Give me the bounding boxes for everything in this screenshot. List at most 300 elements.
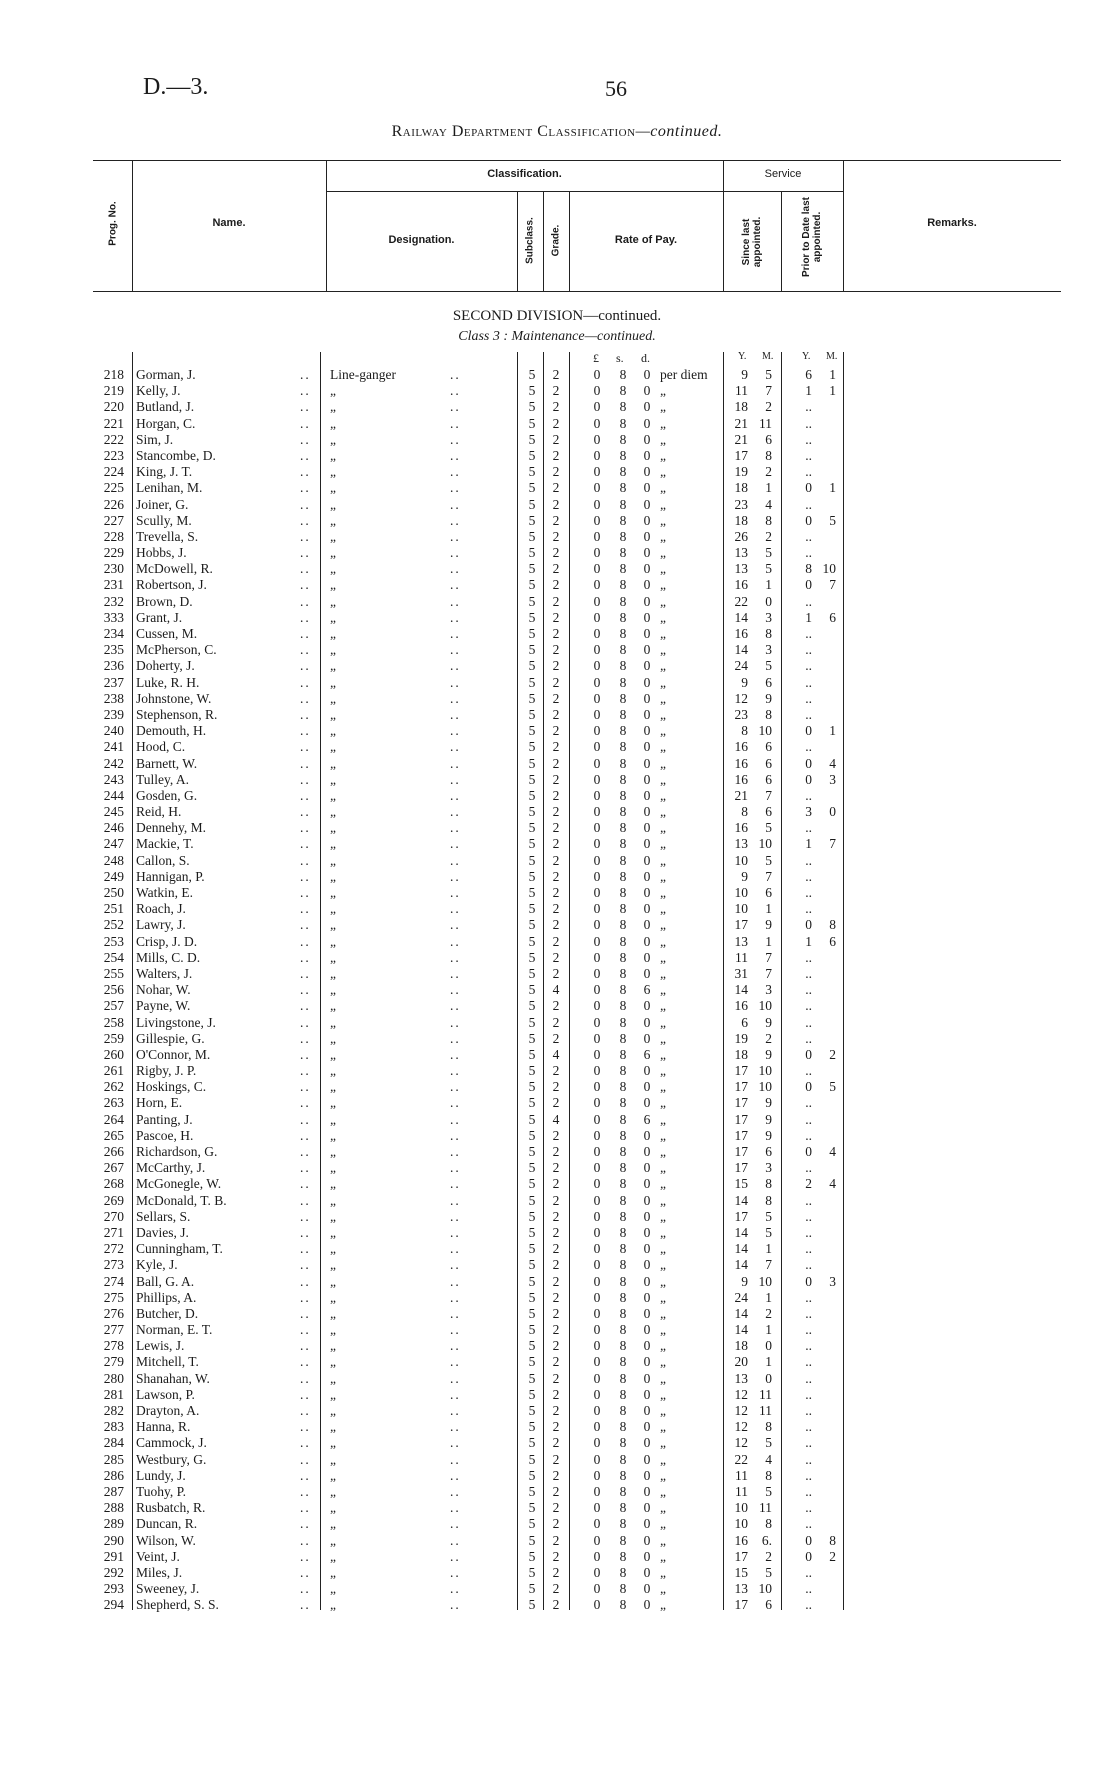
prog-no-cell: 225 bbox=[103, 480, 124, 496]
pay-period-cell: „ bbox=[660, 1063, 666, 1079]
subclass-cell: 5 bbox=[528, 868, 536, 884]
since-years-cell: 17 bbox=[734, 1160, 748, 1176]
prior-months-cell: 1 bbox=[829, 367, 836, 382]
subclass-cell: 5 bbox=[528, 1386, 536, 1402]
pay-pence-cell: 0 bbox=[643, 1014, 651, 1030]
pay-pounds-cell: 0 bbox=[593, 755, 601, 771]
prog-no-cell: 240 bbox=[103, 723, 124, 739]
table-row bbox=[0, 966, 1114, 982]
grade-cell: 2 bbox=[552, 1500, 560, 1516]
employee-name-cell: Lawson, P. bbox=[136, 1386, 195, 1402]
leader-dots: .. bbox=[450, 1127, 461, 1143]
header-bottom-rule bbox=[93, 291, 1061, 292]
pay-pounds-cell: 0 bbox=[593, 771, 601, 787]
leader-dots: .. bbox=[450, 1079, 461, 1095]
designation-cell: „ bbox=[330, 1063, 336, 1079]
since-years-cell: 13 bbox=[734, 1370, 748, 1386]
since-months-cell: 5 bbox=[765, 1208, 772, 1224]
leader-dots: .. bbox=[300, 383, 311, 399]
pay-shillings-cell: 8 bbox=[619, 820, 627, 836]
pay-pence-cell: 0 bbox=[643, 1483, 651, 1499]
prog-no-cell: 271 bbox=[103, 1224, 124, 1240]
employee-name-cell: Livingstone, J. bbox=[136, 1014, 216, 1030]
pay-pence-cell: 0 bbox=[643, 836, 651, 852]
pay-shillings-cell: 8 bbox=[619, 1144, 627, 1159]
employee-name-cell: Luke, R. H. bbox=[136, 674, 200, 690]
pay-shillings-cell: 8 bbox=[619, 1548, 627, 1564]
employee-name-cell: Drayton, A. bbox=[136, 1403, 200, 1418]
table-row bbox=[0, 1516, 1114, 1532]
prog-no-cell: 276 bbox=[103, 1305, 124, 1321]
employee-name-cell: Miles, J. bbox=[136, 1564, 183, 1580]
pay-period-cell: „ bbox=[660, 1581, 666, 1597]
pay-pence-cell: 0 bbox=[643, 852, 651, 868]
leader-dots: .. bbox=[300, 1289, 311, 1305]
designation-cell: „ bbox=[330, 399, 336, 415]
prog-no-cell: 223 bbox=[103, 447, 124, 463]
employee-name-cell: Hanna, R. bbox=[136, 1419, 191, 1435]
prior-months-cell: 10 bbox=[822, 561, 836, 577]
pay-shillings-cell: 8 bbox=[619, 545, 627, 561]
table-row bbox=[0, 545, 1114, 561]
table-row bbox=[0, 1581, 1114, 1597]
pay-pence-cell: 0 bbox=[643, 1581, 651, 1597]
grade-cell: 2 bbox=[552, 642, 560, 658]
since-years-cell: 12 bbox=[734, 690, 748, 706]
pay-pounds-cell: 0 bbox=[593, 367, 601, 382]
since-months-cell: 1 bbox=[765, 480, 772, 496]
since-years-cell: 22 bbox=[734, 1451, 748, 1467]
pay-shillings-cell: 8 bbox=[619, 949, 627, 965]
prior-years-cell: 0 bbox=[805, 771, 812, 787]
pay-shillings-cell: 8 bbox=[619, 901, 627, 917]
prior-years-cell: .. bbox=[805, 690, 812, 706]
leader-dots: .. bbox=[300, 1241, 311, 1257]
pay-period-cell: „ bbox=[660, 1451, 666, 1467]
pay-pence-cell: 6 bbox=[643, 1111, 651, 1127]
unit-months-since: M. bbox=[762, 351, 774, 362]
designation-cell: „ bbox=[330, 447, 336, 463]
since-years-cell: 12 bbox=[734, 1386, 748, 1402]
employee-name-cell: Horgan, C. bbox=[136, 415, 196, 431]
pay-period-cell: „ bbox=[660, 1273, 666, 1289]
leader-dots: .. bbox=[300, 642, 311, 658]
prior-months-cell: 7 bbox=[829, 577, 836, 593]
pay-period-cell: „ bbox=[660, 1160, 666, 1176]
prog-no-cell: 272 bbox=[103, 1241, 124, 1257]
leader-dots: .. bbox=[450, 642, 461, 658]
subclass-cell: 5 bbox=[528, 852, 536, 868]
subclass-cell: 5 bbox=[528, 431, 536, 447]
pay-shillings-cell: 8 bbox=[619, 1305, 627, 1321]
since-years-cell: 13 bbox=[734, 933, 748, 949]
leader-dots: .. bbox=[300, 998, 311, 1014]
since-years-cell: 14 bbox=[734, 1322, 748, 1338]
pay-period-cell: „ bbox=[660, 1144, 666, 1159]
prior-years-cell: 1 bbox=[805, 836, 812, 852]
prior-years-cell: .. bbox=[805, 1095, 812, 1111]
designation-cell: „ bbox=[330, 1192, 336, 1208]
leader-dots: .. bbox=[450, 1370, 461, 1386]
designation-cell: „ bbox=[330, 1257, 336, 1273]
subclass-cell: 5 bbox=[528, 1354, 536, 1370]
table-row bbox=[0, 1533, 1114, 1549]
table-row bbox=[0, 1354, 1114, 1370]
header-sub-rule bbox=[326, 191, 843, 192]
subclass-cell: 5 bbox=[528, 917, 536, 933]
designation-cell: „ bbox=[330, 1386, 336, 1402]
subclass-cell: 5 bbox=[528, 933, 536, 949]
leader-dots: .. bbox=[450, 917, 461, 933]
designation-cell: „ bbox=[330, 836, 336, 852]
subclass-cell: 5 bbox=[528, 1419, 536, 1435]
leader-dots: .. bbox=[450, 1208, 461, 1224]
leader-dots: .. bbox=[450, 415, 461, 431]
since-months-cell: 5 bbox=[765, 1224, 772, 1240]
leader-dots: .. bbox=[450, 1224, 461, 1240]
pay-period-cell: „ bbox=[660, 820, 666, 836]
since-months-cell: 5 bbox=[765, 852, 772, 868]
since-years-cell: 9 bbox=[741, 367, 748, 382]
designation-cell: Line-ganger bbox=[330, 367, 396, 382]
since-months-cell: 9 bbox=[765, 917, 772, 933]
pay-pence-cell: 0 bbox=[643, 399, 651, 415]
leader-dots: .. bbox=[450, 804, 461, 820]
grade-cell: 2 bbox=[552, 1030, 560, 1046]
unit-months-prior: M. bbox=[826, 351, 838, 362]
subclass-cell: 5 bbox=[528, 1079, 536, 1095]
designation-cell: „ bbox=[330, 577, 336, 593]
since-years-cell: 20 bbox=[734, 1354, 748, 1370]
pay-pounds-cell: 0 bbox=[593, 1597, 601, 1613]
prior-years-cell: .. bbox=[805, 1257, 812, 1273]
pay-period-cell: „ bbox=[660, 399, 666, 415]
employee-name-cell: Westbury, G. bbox=[136, 1451, 207, 1467]
prog-no-cell: 228 bbox=[103, 528, 124, 544]
since-months-cell: 11 bbox=[759, 415, 772, 431]
prior-years-cell: 8 bbox=[805, 561, 812, 577]
pay-shillings-cell: 8 bbox=[619, 1208, 627, 1224]
pay-period-cell: „ bbox=[660, 1483, 666, 1499]
pay-shillings-cell: 8 bbox=[619, 836, 627, 852]
designation-cell: „ bbox=[330, 480, 336, 496]
header-top-rule bbox=[93, 160, 1061, 161]
since-months-cell: 5 bbox=[765, 367, 772, 382]
pay-period-cell: „ bbox=[660, 528, 666, 544]
since-years-cell: 9 bbox=[741, 674, 748, 690]
employee-name-cell: Lewis, J. bbox=[136, 1338, 185, 1354]
pay-pence-cell: 0 bbox=[643, 965, 651, 981]
prior-years-cell: .. bbox=[805, 982, 812, 998]
table-row bbox=[0, 658, 1114, 674]
designation-cell: „ bbox=[330, 982, 336, 998]
subclass-cell: 5 bbox=[528, 626, 536, 641]
pay-pounds-cell: 0 bbox=[593, 383, 601, 399]
table-row bbox=[0, 1031, 1114, 1047]
table-row bbox=[0, 448, 1114, 464]
employee-name-cell: Horn, E. bbox=[136, 1095, 183, 1111]
since-years-cell: 12 bbox=[734, 1435, 748, 1451]
pay-shillings-cell: 8 bbox=[619, 1581, 627, 1597]
prior-months-cell: 1 bbox=[829, 723, 836, 739]
since-years-cell: 17 bbox=[734, 1063, 748, 1079]
leader-dots: .. bbox=[300, 1322, 311, 1338]
since-months-cell: 6. bbox=[761, 1532, 772, 1548]
designation-cell: „ bbox=[330, 1322, 336, 1338]
pay-shillings-cell: 8 bbox=[619, 593, 627, 609]
leader-dots: .. bbox=[450, 1483, 461, 1499]
prior-years-cell: .. bbox=[805, 431, 812, 447]
pay-pounds-cell: 0 bbox=[593, 1386, 601, 1402]
prog-no-cell: 239 bbox=[103, 706, 124, 722]
pay-shillings-cell: 8 bbox=[619, 1516, 627, 1532]
pay-shillings-cell: 8 bbox=[619, 512, 627, 528]
pay-shillings-cell: 8 bbox=[619, 626, 627, 641]
designation-cell: „ bbox=[330, 852, 336, 868]
subclass-cell: 5 bbox=[528, 820, 536, 836]
pay-pence-cell: 0 bbox=[643, 1289, 651, 1305]
leader-dots: .. bbox=[300, 787, 311, 803]
table-row bbox=[0, 1015, 1114, 1031]
prog-no-cell: 289 bbox=[103, 1516, 124, 1532]
pay-pence-cell: 0 bbox=[643, 1597, 651, 1613]
grade-cell: 2 bbox=[552, 836, 560, 852]
header-service: Service bbox=[764, 168, 802, 180]
since-months-cell: 6 bbox=[765, 1144, 772, 1159]
pay-pence-cell: 0 bbox=[643, 1435, 651, 1451]
pay-period-cell: „ bbox=[660, 1095, 666, 1111]
employee-name-cell: Panting, J. bbox=[136, 1111, 193, 1127]
pay-period-cell: „ bbox=[660, 1224, 666, 1240]
designation-cell: „ bbox=[330, 1014, 336, 1030]
pay-pence-cell: 0 bbox=[643, 820, 651, 836]
grade-cell: 2 bbox=[552, 1289, 560, 1305]
pay-shillings-cell: 8 bbox=[619, 706, 627, 722]
pay-period-cell: „ bbox=[660, 868, 666, 884]
leader-dots: .. bbox=[300, 1111, 311, 1127]
pay-pence-cell: 0 bbox=[643, 1403, 651, 1418]
since-years-cell: 17 bbox=[734, 917, 748, 933]
pay-period-cell: „ bbox=[660, 739, 666, 755]
pay-period-cell: „ bbox=[660, 1241, 666, 1257]
designation-cell: „ bbox=[330, 1144, 336, 1159]
designation-cell: „ bbox=[330, 1532, 336, 1548]
prog-no-cell: 229 bbox=[103, 545, 124, 561]
since-years-cell: 11 bbox=[735, 383, 748, 399]
leader-dots: .. bbox=[300, 415, 311, 431]
pay-shillings-cell: 8 bbox=[619, 464, 627, 480]
prior-years-cell: .. bbox=[805, 1451, 812, 1467]
prior-years-cell: 0 bbox=[805, 755, 812, 771]
leader-dots: .. bbox=[450, 1451, 461, 1467]
pay-period-cell: „ bbox=[660, 787, 666, 803]
grade-cell: 2 bbox=[552, 949, 560, 965]
prior-years-cell: .. bbox=[805, 1063, 812, 1079]
employee-name-cell: Sweeney, J. bbox=[136, 1581, 200, 1597]
since-months-cell: 8 bbox=[765, 1419, 772, 1435]
pay-period-cell: „ bbox=[660, 998, 666, 1014]
table-row bbox=[0, 788, 1114, 804]
since-years-cell: 10 bbox=[734, 852, 748, 868]
prior-years-cell: 1 bbox=[805, 933, 812, 949]
grade-cell: 2 bbox=[552, 626, 560, 641]
since-months-cell: 8 bbox=[765, 447, 772, 463]
since-years-cell: 13 bbox=[734, 1581, 748, 1597]
since-years-cell: 17 bbox=[734, 1144, 748, 1159]
pay-pounds-cell: 0 bbox=[593, 642, 601, 658]
since-years-cell: 14 bbox=[734, 1257, 748, 1273]
since-months-cell: 9 bbox=[765, 1095, 772, 1111]
pay-shillings-cell: 8 bbox=[619, 496, 627, 512]
designation-cell: „ bbox=[330, 1079, 336, 1095]
pay-pence-cell: 0 bbox=[643, 1370, 651, 1386]
table-row bbox=[0, 399, 1114, 415]
since-years-cell: 11 bbox=[735, 1467, 748, 1483]
table-row bbox=[0, 691, 1114, 707]
employee-name-cell: McCarthy, J. bbox=[136, 1160, 206, 1176]
pay-shillings-cell: 8 bbox=[619, 755, 627, 771]
prior-years-cell: .. bbox=[805, 447, 812, 463]
prior-years-cell: .. bbox=[805, 642, 812, 658]
pay-period-cell: „ bbox=[660, 1030, 666, 1046]
table-row bbox=[0, 756, 1114, 772]
subclass-cell: 5 bbox=[528, 561, 536, 577]
pay-pence-cell: 0 bbox=[643, 383, 651, 399]
since-years-cell: 16 bbox=[734, 755, 748, 771]
pay-pence-cell: 0 bbox=[643, 917, 651, 933]
subclass-cell: 5 bbox=[528, 1176, 536, 1192]
subclass-cell: 5 bbox=[528, 1435, 536, 1451]
leader-dots: .. bbox=[450, 447, 461, 463]
prog-no-cell: 283 bbox=[103, 1419, 124, 1435]
pay-shillings-cell: 8 bbox=[619, 1403, 627, 1418]
since-months-cell: 5 bbox=[765, 1483, 772, 1499]
subclass-cell: 5 bbox=[528, 1597, 536, 1613]
since-months-cell: 8 bbox=[765, 512, 772, 528]
leader-dots: .. bbox=[300, 949, 311, 965]
table-row bbox=[0, 1371, 1114, 1387]
prog-no-cell: 264 bbox=[103, 1111, 124, 1127]
table-row bbox=[0, 1095, 1114, 1111]
pay-shillings-cell: 8 bbox=[619, 1322, 627, 1338]
table-row bbox=[0, 1112, 1114, 1128]
employee-name-cell: Phillips, A. bbox=[136, 1289, 197, 1305]
classification-table-body bbox=[0, 367, 1114, 1613]
table-row bbox=[0, 416, 1114, 432]
prog-no-cell: 270 bbox=[103, 1208, 124, 1224]
pay-shillings-cell: 8 bbox=[619, 1386, 627, 1402]
designation-cell: „ bbox=[330, 1305, 336, 1321]
since-years-cell: 16 bbox=[734, 626, 748, 641]
pay-pounds-cell: 0 bbox=[593, 1322, 601, 1338]
table-row bbox=[0, 367, 1114, 383]
leader-dots: .. bbox=[450, 1046, 461, 1062]
pay-period-cell: „ bbox=[660, 512, 666, 528]
employee-name-cell: Tulley, A. bbox=[136, 771, 190, 787]
since-months-cell: 6 bbox=[765, 885, 772, 900]
designation-cell: „ bbox=[330, 1581, 336, 1597]
prior-months-cell: 0 bbox=[829, 804, 836, 820]
prior-years-cell: .. bbox=[805, 998, 812, 1014]
employee-name-cell: Butcher, D. bbox=[136, 1305, 199, 1321]
prog-no-cell: 288 bbox=[103, 1500, 124, 1516]
employee-name-cell: Duncan, R. bbox=[136, 1516, 198, 1532]
leader-dots: .. bbox=[450, 399, 461, 415]
prior-years-cell: 0 bbox=[805, 577, 812, 593]
leader-dots: .. bbox=[450, 868, 461, 884]
employee-name-cell: Cunningham, T. bbox=[136, 1241, 223, 1257]
pay-pounds-cell: 0 bbox=[593, 593, 601, 609]
leader-dots: .. bbox=[450, 1338, 461, 1354]
pay-period-cell: „ bbox=[660, 690, 666, 706]
prog-no-cell: 250 bbox=[103, 885, 124, 900]
pay-pence-cell: 0 bbox=[643, 1079, 651, 1095]
subclass-cell: 5 bbox=[528, 642, 536, 658]
leader-dots: .. bbox=[450, 561, 461, 577]
pay-pounds-cell: 0 bbox=[593, 674, 601, 690]
pay-shillings-cell: 8 bbox=[619, 933, 627, 949]
pay-shillings-cell: 8 bbox=[619, 1467, 627, 1483]
prog-no-cell: 245 bbox=[103, 804, 124, 820]
prog-no-cell: 257 bbox=[103, 998, 124, 1014]
prog-no-cell: 265 bbox=[103, 1127, 124, 1143]
prog-no-cell: 281 bbox=[103, 1386, 124, 1402]
leader-dots: .. bbox=[300, 1046, 311, 1062]
since-years-cell: 16 bbox=[734, 998, 748, 1014]
pay-pence-cell: 0 bbox=[643, 690, 651, 706]
pay-period-cell: „ bbox=[660, 1192, 666, 1208]
employee-name-cell: Gosden, G. bbox=[136, 787, 198, 803]
prog-no-cell: 286 bbox=[103, 1467, 124, 1483]
leader-dots: .. bbox=[300, 1030, 311, 1046]
since-years-cell: 14 bbox=[734, 1241, 748, 1257]
leader-dots: .. bbox=[450, 787, 461, 803]
table-row bbox=[0, 804, 1114, 820]
prior-years-cell: .. bbox=[805, 593, 812, 609]
pay-shillings-cell: 8 bbox=[619, 528, 627, 544]
since-years-cell: 11 bbox=[735, 1483, 748, 1499]
since-months-cell: 3 bbox=[765, 642, 772, 658]
pay-pounds-cell: 0 bbox=[593, 1208, 601, 1224]
table-row bbox=[0, 1468, 1114, 1484]
designation-cell: „ bbox=[330, 545, 336, 561]
pay-pence-cell: 0 bbox=[643, 1273, 651, 1289]
pay-pounds-cell: 0 bbox=[593, 464, 601, 480]
grade-cell: 2 bbox=[552, 1338, 560, 1354]
prog-no-cell: 219 bbox=[103, 383, 124, 399]
subclass-cell: 5 bbox=[528, 1370, 536, 1386]
subclass-cell: 5 bbox=[528, 1160, 536, 1176]
pay-pounds-cell: 0 bbox=[593, 1014, 601, 1030]
leader-dots: .. bbox=[450, 739, 461, 755]
grade-cell: 2 bbox=[552, 1386, 560, 1402]
subclass-cell: 5 bbox=[528, 1532, 536, 1548]
prog-no-cell: 268 bbox=[103, 1176, 124, 1192]
header-grade: Grade. bbox=[550, 224, 562, 257]
pay-period-cell: „ bbox=[660, 1403, 666, 1418]
since-months-cell: 6 bbox=[765, 804, 772, 820]
since-months-cell: 2 bbox=[765, 1305, 772, 1321]
since-years-cell: 17 bbox=[734, 447, 748, 463]
pay-period-cell: „ bbox=[660, 949, 666, 965]
pay-period-cell: „ bbox=[660, 1208, 666, 1224]
leader-dots: .. bbox=[300, 1467, 311, 1483]
since-years-cell: 17 bbox=[734, 1208, 748, 1224]
pay-pounds-cell: 0 bbox=[593, 1079, 601, 1095]
pay-pounds-cell: 0 bbox=[593, 1176, 601, 1192]
subclass-cell: 5 bbox=[528, 415, 536, 431]
grade-cell: 2 bbox=[552, 1257, 560, 1273]
